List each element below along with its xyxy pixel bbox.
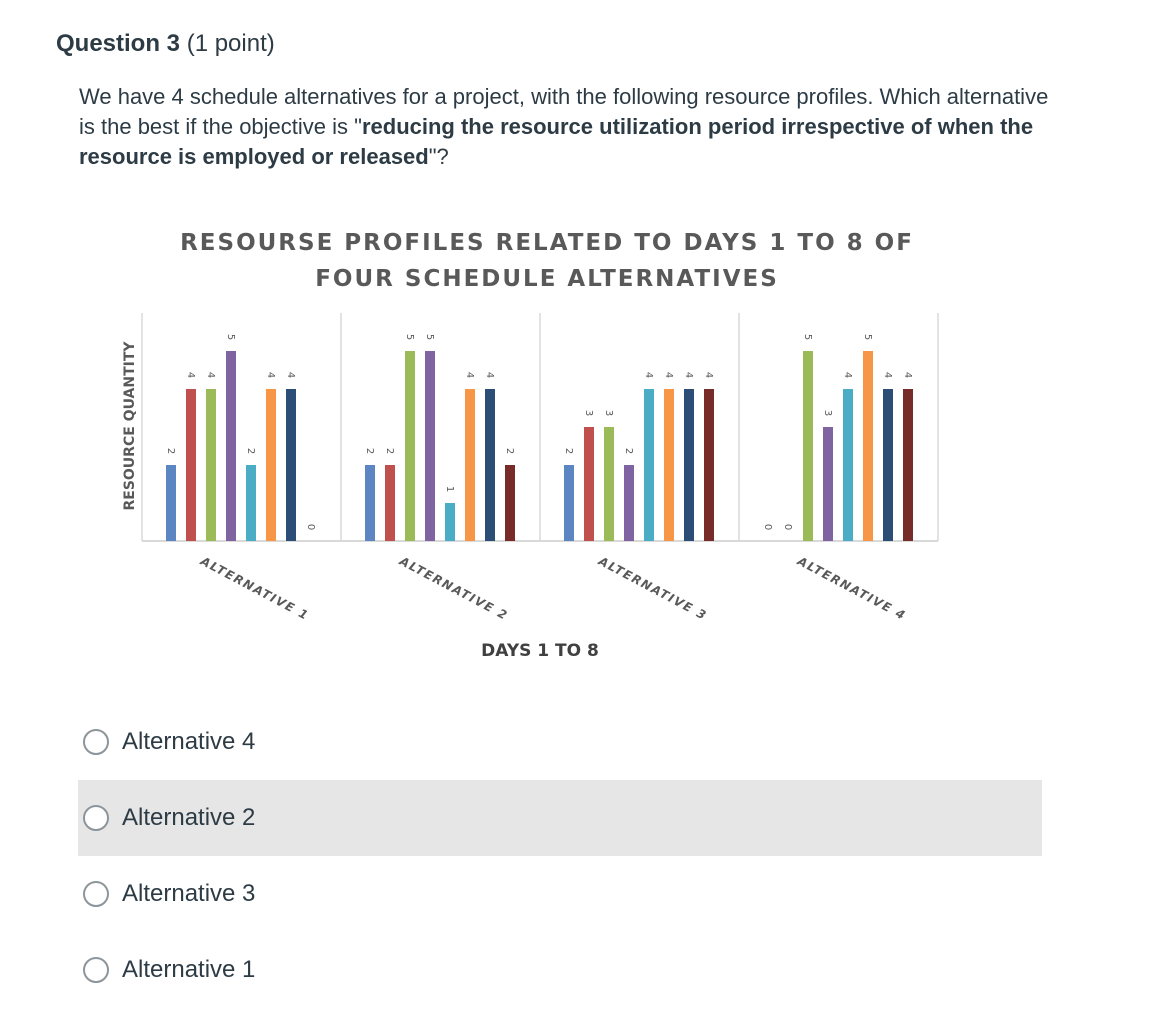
bar-alternative-1-day-7 (286, 389, 296, 541)
bar-alternative-1-day-2 (186, 389, 196, 541)
data-label: 4 (703, 371, 714, 379)
radio-button[interactable] (83, 957, 109, 983)
data-label: 2 (364, 447, 375, 455)
data-label: 4 (205, 371, 216, 379)
data-label: 3 (583, 409, 594, 417)
group-label-alternative-4: ALTERNATIVE 4 (795, 553, 909, 624)
bar-alternative-2-day-4 (425, 351, 435, 541)
bar-alternative-3-day-5 (644, 389, 654, 541)
bar-alternative-2-day-7 (485, 389, 495, 541)
data-label: 4 (285, 371, 296, 379)
radio-button[interactable] (83, 805, 109, 831)
radio-button[interactable] (83, 881, 109, 907)
x-axis-label: DAYS 1 TO 8 (481, 641, 599, 661)
data-label: 0 (782, 523, 793, 531)
bar-alternative-3-day-1 (564, 465, 574, 541)
bar-alternative-2-day-6 (465, 389, 475, 541)
group-label-alternative-2: ALTERNATIVE 2 (397, 553, 511, 624)
bar-alternative-2-day-2 (385, 465, 395, 541)
data-label: 2 (623, 447, 634, 455)
prompt-emphasis: reducing the resource utilization period irrespective of when the resource is employed or released (79, 114, 1034, 169)
answer-label: Alternative 1 (122, 956, 256, 983)
data-label: 4 (484, 371, 495, 379)
bar-alternative-4-day-4 (823, 427, 833, 541)
bar-alternative-1-day-4 (226, 351, 236, 541)
bar-alternative-2-day-5 (445, 503, 455, 541)
answer-option-alternative-4[interactable] (78, 704, 1042, 780)
data-label: 2 (563, 447, 574, 455)
bar-alternative-3-day-7 (684, 389, 694, 541)
group-label-alternative-1: ALTERNATIVE 1 (198, 553, 312, 624)
data-label: 3 (603, 409, 614, 417)
data-label: 5 (424, 333, 435, 341)
data-label: 5 (862, 333, 873, 341)
data-label: 5 (404, 333, 415, 341)
data-label: 4 (265, 371, 276, 379)
chart-title-line-2: FOUR SCHEDULE ALTERNATIVES (315, 266, 779, 292)
answer-option-alternative-3[interactable] (78, 856, 1042, 932)
bar-alternative-4-day-3 (803, 351, 813, 541)
data-label: 0 (762, 523, 773, 531)
data-label: 2 (165, 447, 176, 455)
bar-alternative-1-day-1 (166, 465, 176, 541)
bar-alternative-1-day-5 (246, 465, 256, 541)
y-axis-label: RESOURCE QUANTITY (122, 341, 138, 511)
data-label: 4 (663, 371, 674, 379)
data-label: 1 (444, 485, 455, 493)
bar-alternative-2-day-1 (365, 465, 375, 541)
answer-label: Alternative 2 (122, 804, 256, 831)
answer-list (78, 704, 1042, 1008)
group-label-alternative-3: ALTERNATIVE 3 (596, 553, 710, 624)
bar-alternative-4-day-8 (903, 389, 913, 541)
bar-alternative-3-day-4 (624, 465, 634, 541)
data-label: 3 (822, 409, 833, 417)
data-label: 4 (882, 371, 893, 379)
data-label: 2 (504, 447, 515, 455)
prompt-text-end: "? (428, 144, 449, 169)
answer-option-alternative-1[interactable] (78, 932, 1042, 1008)
data-label: 4 (643, 371, 654, 379)
bar-alternative-2-day-8 (505, 465, 515, 541)
data-label: 0 (305, 523, 316, 531)
data-label: 2 (384, 447, 395, 455)
bar-alternative-4-day-5 (843, 389, 853, 541)
answer-label: Alternative 4 (122, 728, 256, 755)
bar-alternative-2-day-3 (405, 351, 415, 541)
bar-alternative-3-day-2 (584, 427, 594, 541)
data-label: 4 (902, 371, 913, 379)
answer-label: Alternative 3 (122, 880, 256, 907)
data-label: 4 (683, 371, 694, 379)
bar-alternative-1-day-6 (266, 389, 276, 541)
data-label: 4 (185, 371, 196, 379)
chart-plot-area (142, 313, 938, 623)
question-points: (1 point) (186, 30, 275, 57)
data-label: 2 (245, 447, 256, 455)
data-label: 5 (802, 333, 813, 341)
bar-alternative-3-day-8 (704, 389, 714, 541)
bar-alternative-3-day-6 (664, 389, 674, 541)
bar-alternative-4-day-7 (883, 389, 893, 541)
answer-option-alternative-2[interactable] (78, 780, 1042, 856)
data-label: 4 (842, 371, 853, 379)
data-label: 5 (225, 333, 236, 341)
chart-title-line-1: RESOURSE PROFILES RELATED TO DAYS 1 TO 8 OF (180, 230, 914, 256)
bar-alternative-3-day-3 (604, 427, 614, 541)
radio-button[interactable] (83, 729, 109, 755)
prompt-text-start: We have 4 schedule alternatives for a project, with the following resource profiles. Which alternative is the best if the objective is " (79, 84, 1049, 139)
bar-alternative-1-day-3 (206, 389, 216, 541)
data-label: 4 (464, 371, 475, 379)
bar-alternative-4-day-6 (863, 351, 873, 541)
question-number: Question 3 (56, 30, 181, 57)
